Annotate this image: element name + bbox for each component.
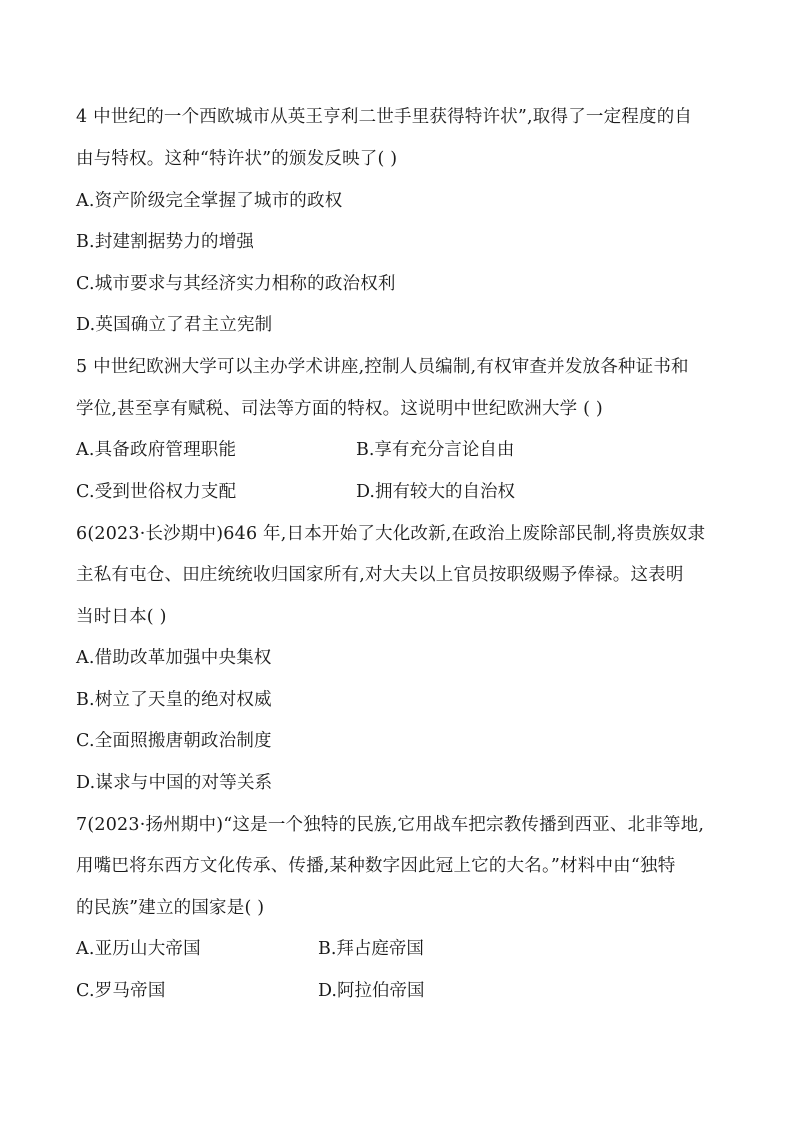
q4-option-c: C.城市要求与其经济实力相称的政治权利 (76, 274, 396, 294)
q6-option-a: A.借助改革加强中央集权 (76, 648, 272, 668)
q7-option-a: A.亚历山大帝国 (76, 939, 201, 959)
q5-stem-line-2: 学位,甚至享有赋税、司法等方面的特权。这说明中世纪欧洲大学 ( ) (76, 399, 603, 419)
q7-option-c: C.罗马帝国 (76, 981, 166, 1001)
q5-option-d: D.拥有较大的自治权 (356, 482, 515, 502)
q4-stem-line-1: 4 中世纪的一个西欧城市从英王亨利二世手里获得特许状”,取得了一定程度的自 (76, 107, 693, 127)
q5-stem-line-1: 5 中世纪欧洲大学可以主办学术讲座,控制人员编制,有权审查并发放各种证书和 (76, 357, 689, 377)
q4-option-d: D.英国确立了君主立宪制 (76, 315, 273, 335)
q6-option-c: C.全面照搬唐朝政治制度 (76, 731, 272, 751)
q7-stem-line-2: 用嘴巴将东西方文化传承、传播,某种数字因此冠上它的大名。”材料中由“独特 (76, 856, 676, 876)
q6-stem-line-2: 主私有屯仓、田庄统统收归国家所有,对大夫以上官员按职级赐予俸禄。这表明 (76, 565, 684, 585)
q7-stem-line-1: 7(2023·扬州期中)“这是一个独特的民族,它用战车把宗教传播到西亚、北非等地, (76, 815, 705, 835)
q6-option-d: D.谋求与中国的对等关系 (76, 773, 273, 793)
q6-stem-line-3: 当时日本( ) (76, 607, 167, 627)
q5-option-b: B.享有充分言论自由 (356, 440, 515, 460)
q5-option-c: C.受到世俗权力支配 (76, 482, 237, 502)
q7-option-b: B.拜占庭帝国 (318, 939, 424, 959)
q4-stem-line-2: 由与特权。这种“特许状”的颁发反映了( ) (76, 149, 398, 169)
q6-option-b: B.树立了天皇的绝对权威 (76, 690, 272, 710)
q5-option-a: A.具备政府管理职能 (76, 440, 237, 460)
q7-option-d: D.阿拉伯帝国 (318, 981, 425, 1001)
q4-option-b: B.封建割据势力的增强 (76, 232, 255, 252)
q7-stem-line-3: 的民族”建立的国家是( ) (76, 898, 265, 918)
q4-option-a: A.资产阶级完全掌握了城市的政权 (76, 191, 343, 211)
q6-stem-line-1: 6(2023·长沙期中)646 年,日本开始了大化改新,在政治上废除部民制,将贵族奴隶 (76, 524, 706, 544)
